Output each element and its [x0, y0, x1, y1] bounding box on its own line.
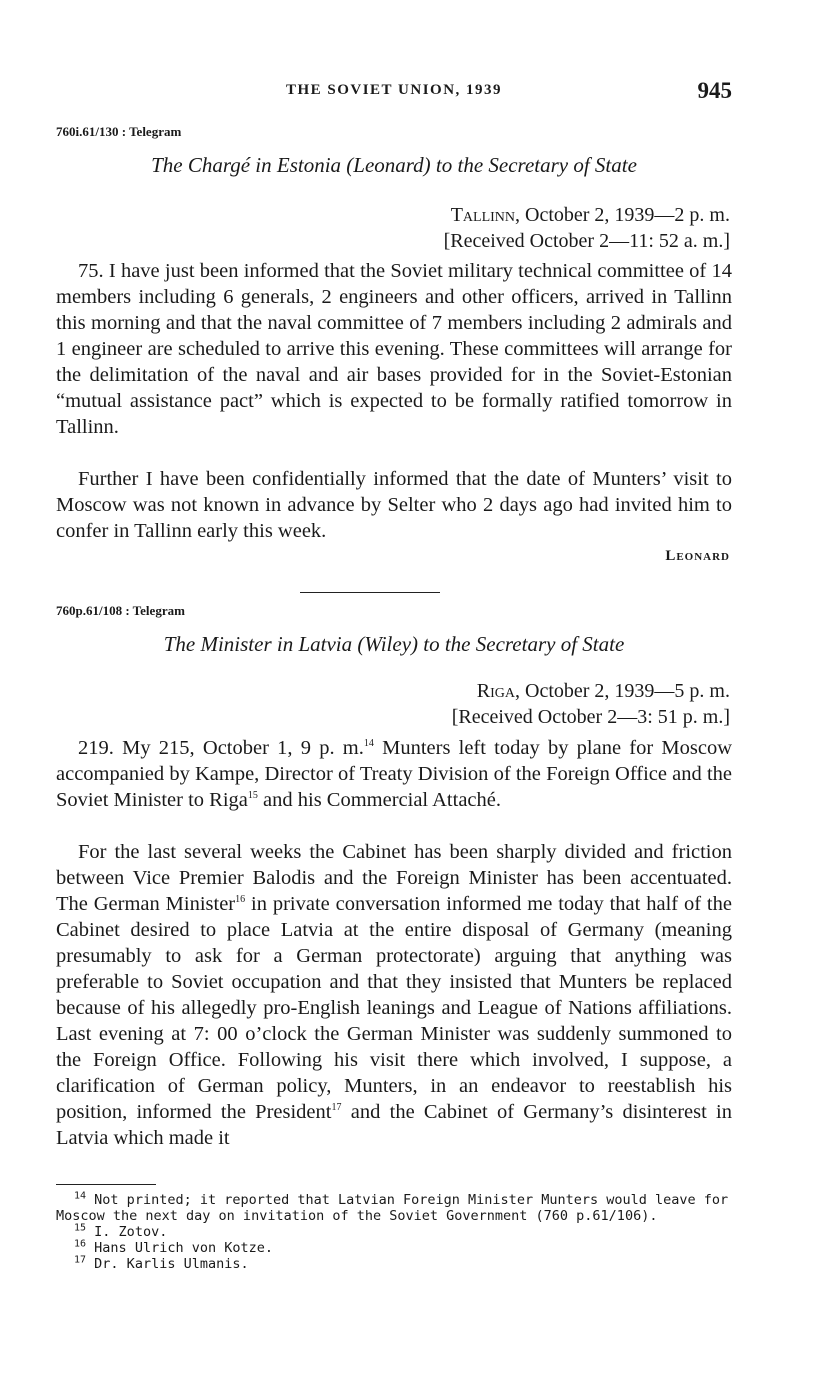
doc2-title: The Minister in Latvia (Wiley) to the Secretary of State [163, 632, 625, 656]
footnote-number: 16 [74, 1238, 87, 1250]
doc1-file-number: 760i.61/130 : Telegram [56, 124, 182, 139]
doc1-place: Tallinn [450, 204, 516, 226]
footnote-ref-16[interactable]: 16 [235, 894, 246, 906]
footnote-text: Hans Ulrich von Kotze. [86, 1240, 273, 1256]
footnote-ref-14[interactable]: 14 [363, 738, 374, 750]
doc1-dateline [444, 202, 730, 254]
doc1-paragraph-2: Further I have been confidentially informed that the date of Munters’ visit to Moscow was not known in advance by Selter who 2 days ago had invited him to confer in Tallinn early this week. [56, 468, 732, 542]
doc1-signature [665, 548, 730, 565]
footnote-ref-17[interactable]: 17 [331, 1102, 342, 1114]
doc2-received: [Received October 2—3: 51 p. m.] [451, 706, 730, 728]
doc1-received: [Received October 2—11: 52 a. m.] [443, 230, 730, 252]
doc2-p2-text-b: in private conversation informed me today that half of the Cabinet desired to place Latvia at the entire disposal of Germany (meaning presumably to ask for a German protectorate) arguing that anything was preferable to Soviet occupation and that they insisted that Munters be replaced because of his allegedly pro-English leanings and League of Nations affiliations. Last evening at 7: 00 o’clock the German Minister was suddenly summoned to the Foreign Office. Following his visit there which involved, I suppose, a clarification of German policy, Munters, in an endeavor to reestablish his position, informed the President [56, 893, 732, 1123]
footnote-text: I. Zotov. [86, 1224, 168, 1240]
doc2-paragraph-1 [56, 735, 732, 813]
page-number: 945 [697, 78, 732, 103]
footnotes [56, 1192, 736, 1272]
doc2-p1-text-a: 219. My 215, October 1, 9 p. m. [78, 737, 364, 759]
footnote-text: Not printed; it reported that Latvian Foreign Minister Munters would leave for Moscow the next day on invitation of the Soviet Government (760 p.61/106). [56, 1192, 729, 1224]
footnote-14 [56, 1192, 736, 1224]
section-divider [300, 592, 440, 593]
doc2-place: Riga [476, 680, 516, 702]
doc2-dateline [452, 678, 730, 730]
running-head: THE SOVIET UNION, 1939 [285, 82, 503, 98]
footnote-16 [56, 1240, 736, 1256]
doc2-file-number: 760p.61/108 : Telegram [56, 603, 185, 618]
footnote-number: 17 [74, 1254, 87, 1266]
footnote-15 [56, 1224, 736, 1240]
doc2-p1-text-b: Munters left today by plane for Moscow accompanied by Kampe, Director of Treaty Division of the Foreign Office and the Soviet Minister to Riga [56, 737, 733, 811]
footnote-text: Dr. Karlis Ulmanis. [86, 1256, 249, 1272]
footnote-17 [56, 1256, 736, 1272]
doc1-title: The Chargé in Estonia (Leonard) to the Secretary of State [151, 153, 637, 177]
footnote-number: 14 [74, 1190, 87, 1202]
page-header [56, 78, 732, 108]
doc2-p2-text-a: For the last several weeks the Cabinet has been sharply divided and friction between Vice Premier Balodis and the Foreign Minister has been accentuated. The German Minister [56, 841, 732, 915]
doc2-p2-text-c: and the Cabinet of Germany’s disinterest in Latvia which made it [56, 1101, 733, 1149]
doc1-paragraph-1: 75. I have just been informed that the Soviet military technical committee of 14 members including 6 generals, 2 engineers and other officers, arrived in Tallinn this morning and that the naval committee of 7 members including 2 admirals and 1 engineer are scheduled to arrive this evening. These committees will arrange for the delimitation of the naval and air bases provided for in the Soviet-Estonian “mutual assistance pact” which is expected to be formally ratified tomorrow in Tallinn. [56, 260, 732, 438]
doc1-date: , October 2, 1939—2 p. m. [515, 204, 730, 226]
footnote-number: 15 [74, 1222, 87, 1234]
footnote-ref-15[interactable]: 15 [247, 790, 258, 802]
footnote-rule [56, 1184, 156, 1185]
doc2-paragraph-2 [56, 839, 732, 1151]
doc1-signature-text: Leonard [665, 548, 730, 564]
doc2-p1-text-c: and his Commercial Attaché. [257, 789, 501, 811]
doc2-date: , October 2, 1939—5 p. m. [515, 680, 730, 702]
